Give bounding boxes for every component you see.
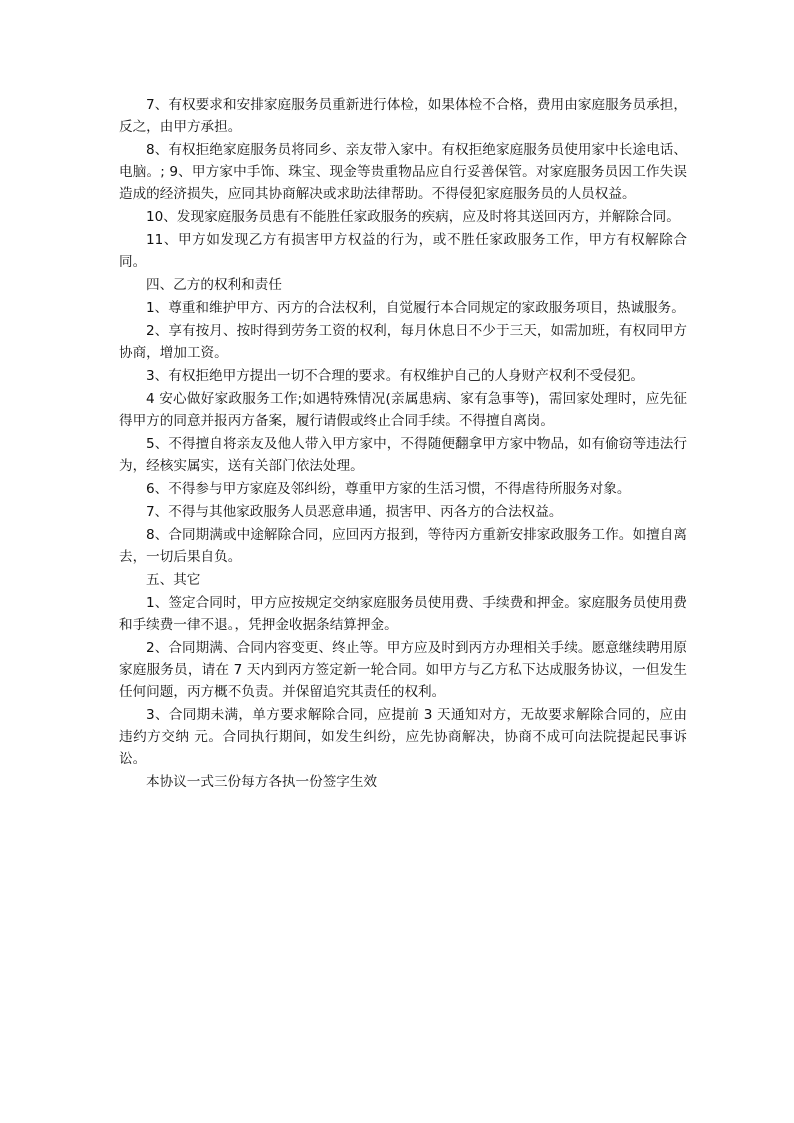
clause-a11-termination: 11、甲方如发现乙方有损害甲方权益的行为，或不胜任家政服务工作，甲方有权解除合同。	[119, 232, 687, 270]
clause-b8-report: 8、合同期满或中途解除合同，应回丙方报到，等待丙方重新安排家政服务工作。如擅自离去，一切后果自负。	[119, 527, 687, 565]
clause-a8-a9-visitors-valuables: 8、有权拒绝家庭服务员将同乡、亲友带入家中。有权拒绝家庭服务员使用家中长途电话、电脑。; 9、甲方家中手饰、珠宝、现金等贵重物品应自行妥善保管。对家庭服务员因工作失误造成的经济损失，应同其协商解决或求助法律帮助。不得侵犯家庭服务员的人员权益。	[119, 142, 687, 202]
clause-b2-wages: 2、享有按月、按时得到劳务工资的权利，每月休息日不少于三天，如需加班，有权同甲方协商，增加工资。	[119, 323, 687, 361]
clause-b3-refuse: 3、有权拒绝甲方提出一切不合理的要求。有权维护自己的人身财产权利不受侵犯。	[146, 368, 645, 384]
clause-b4-leave: 4 安心做好家政服务工作;如遇特殊情况(亲属患病、家有急事等)，需回家处理时，应先征得甲方的同意并报丙方备案，履行请假或终止合同手续。不得擅自离岗。	[119, 391, 687, 429]
clause-c3-early-termination: 3、合同期未满，单方要求解除合同，应提前 3 天通知对方，无故要求解除合同的，应由违约方交纳 元。合同执行期间，如发生纠纷，应先协商解决，协商不成可向法院提起民事诉讼。	[119, 707, 687, 767]
closing-statement: 本协议一式三份每方各执一份签字生效	[146, 774, 378, 790]
section-heading-other: 五、其它	[146, 572, 201, 588]
clause-b6-disputes: 6、不得参与甲方家庭及邻纠纷，尊重甲方家的生活习惯，不得虐待所服务对象。	[146, 481, 631, 497]
clause-b1-respect: 1、尊重和维护甲方、丙方的合法权利，自觉履行本合同规定的家政服务项目，热诚服务。	[146, 300, 685, 316]
clause-c2-renewal: 2、合同期满、合同内容变更、终止等。甲方应及时到丙方办理相关手续。愿意继续聘用原家庭服务员，请在 7 天内到丙方签定新一轮合同。如甲方与乙方私下达成服务协议，一但发生任何问题，丙方概不负责。并保留追究其责任的权利。	[119, 640, 687, 700]
clause-a7-health-check: 7、有权要求和安排家庭服务员重新进行体检，如果体检不合格，费用由家庭服务员承担，反之，由甲方承担。	[119, 97, 687, 135]
document-body	[119, 94, 687, 794]
clause-b5-conduct: 5、不得擅自将亲友及他人带入甲方家中，不得随便翻拿甲方家中物品，如有偷窃等违法行为，经核实属实，送有关部门依法处理。	[119, 436, 687, 474]
clause-c1-fees: 1、签定合同时，甲方应按规定交纳家庭服务员使用费、手续费和押金。家庭服务员使用费和手续费一律不退。，凭押金收据条结算押金。	[119, 595, 687, 633]
clause-a10-illness: 10、发现家庭服务员患有不能胜任家政服务的疾病，应及时将其送回丙方，并解除合同。	[146, 209, 680, 225]
clause-b7-collusion: 7、不得与其他家政服务人员恶意串通，损害甲、丙各方的合法权益。	[146, 504, 563, 520]
section-heading-party-b: 四、乙方的权利和责任	[146, 277, 282, 293]
